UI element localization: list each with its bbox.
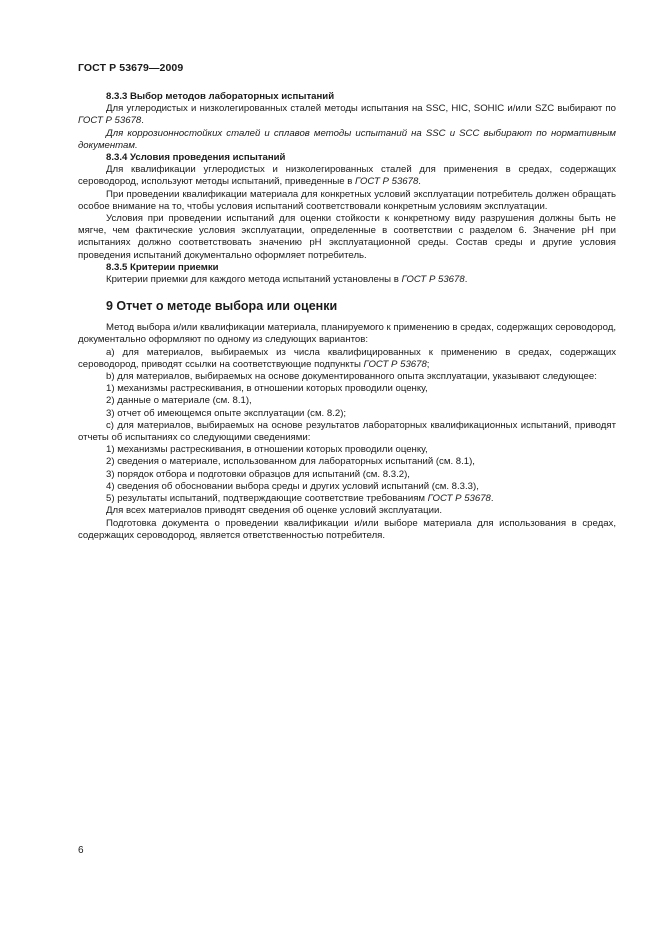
list-item: 4) сведения об обосновании выбора среды и других условий испытаний (см. 8.3.3), (106, 480, 479, 492)
paragraph: Метод выбора и/или квалификации материала, планируемого к применению в средах, содержащих сероводород, документально оформляют по одному из следующих вариантов: (78, 322, 616, 346)
list-item: 3) отчет об имеющемся опыте эксплуатации (см. 8.2); (106, 407, 347, 419)
standard-reference: ГОСТ Р 53678 (401, 274, 465, 286)
paragraph: Для квалификации углеродистых и низколегированных сталей для применения в средах, содержащих сероводород, используют методы испытаний, приведенные в ГОСТ Р 53678. (78, 164, 616, 188)
paragraph: При проведении квалификации материала для конкретных условий эксплуатации потребитель должен обращать особое внимание на то, чтобы условия испытаний соответствовали конкретным условиям эксплуатации. (78, 188, 616, 212)
list-item: 1) механизмы растрескивания, в отношении которых проводили оценку, (106, 383, 428, 395)
list-item-b: b) для материалов, выбираемых на основе документированного опыта эксплуатации, указывают следующее: (106, 371, 597, 383)
list-item: 3) порядок отбора и подготовки образцов для испытаний (см. 8.3.2), (106, 468, 410, 480)
section-9-title: 9 Отчет о методе выбора или оценки (106, 299, 338, 314)
subsection-8-3-4-title: 8.3.4 Условия проведения испытаний (106, 152, 286, 164)
list-item: 5) результаты испытаний, подтверждающие соответствие требованиям ГОСТ Р 53678. (106, 493, 494, 505)
standard-reference: ГОСТ Р 53678 (427, 493, 491, 505)
paragraph: Подготовка документа о проведении квалификации и/или выборе материала для использования в средах, содержащих сероводород, является ответственностью потребителя. (78, 517, 616, 541)
paragraph: Условия при проведении испытаний для оценки стойкости к конкретному виду разрушения должны быть не мягче, чем фактические условия эксплуатации, определенные в соответствии с разделом 6. Значение pH при испытаниях должно соответствовать значению pH эксплуатационной среды. Состав среды и другие условия проведения испытаний документально оформляет потребитель. (78, 213, 616, 261)
subsection-8-3-3-title: 8.3.3 Выбор методов лабораторных испытаний (106, 91, 335, 102)
document-header: ГОСТ Р 53679—2009 (78, 62, 184, 74)
document-body (78, 91, 616, 542)
paragraph: Для углеродистых и низколегированных сталей методы испытания на SSC, HIC, SOHIC и/или SZC выбирают по ГОСТ Р 53678. (78, 103, 616, 127)
list-item-a: а) для материалов, выбираемых из числа квалифицированных к применению в средах, содержащих сероводород, приводят ссылки на соответствующие подпункты ГОСТ Р 53678; (78, 346, 616, 370)
standard-reference: ГОСТ Р 53678 (355, 176, 419, 188)
standard-reference: ГОСТ Р 53678 (363, 358, 427, 370)
paragraph: Для всех материалов приводят сведения об оценке условий эксплуатации. (106, 505, 442, 517)
list-item: 2) данные о материале (см. 8.1), (106, 395, 252, 407)
list-item-c: c) для материалов, выбираемых на основе результатов лабораторных квалификационных испытаний, приводят отчеты об испытаниях со следующими сведениями: (78, 419, 616, 444)
standard-reference: ГОСТ Р 53678 (78, 115, 142, 127)
paragraph: Критерии приемки для каждого метода испытаний установлены в ГОСТ Р 53678. (106, 274, 468, 286)
page-number: 6 (78, 845, 84, 856)
list-item: 1) механизмы растрескивания, в отношении которых проводили оценку, (106, 444, 428, 456)
paragraph: Для коррозионностойких сталей и сплавов методы испытаний на SSC и SCC выбирают по нормативным документам. (78, 127, 616, 151)
subsection-8-3-5-title: 8.3.5 Критерии приемки (106, 261, 219, 273)
list-item: 2) сведения о материале, использованном для лабораторных испытаний (см. 8.1), (106, 456, 475, 468)
